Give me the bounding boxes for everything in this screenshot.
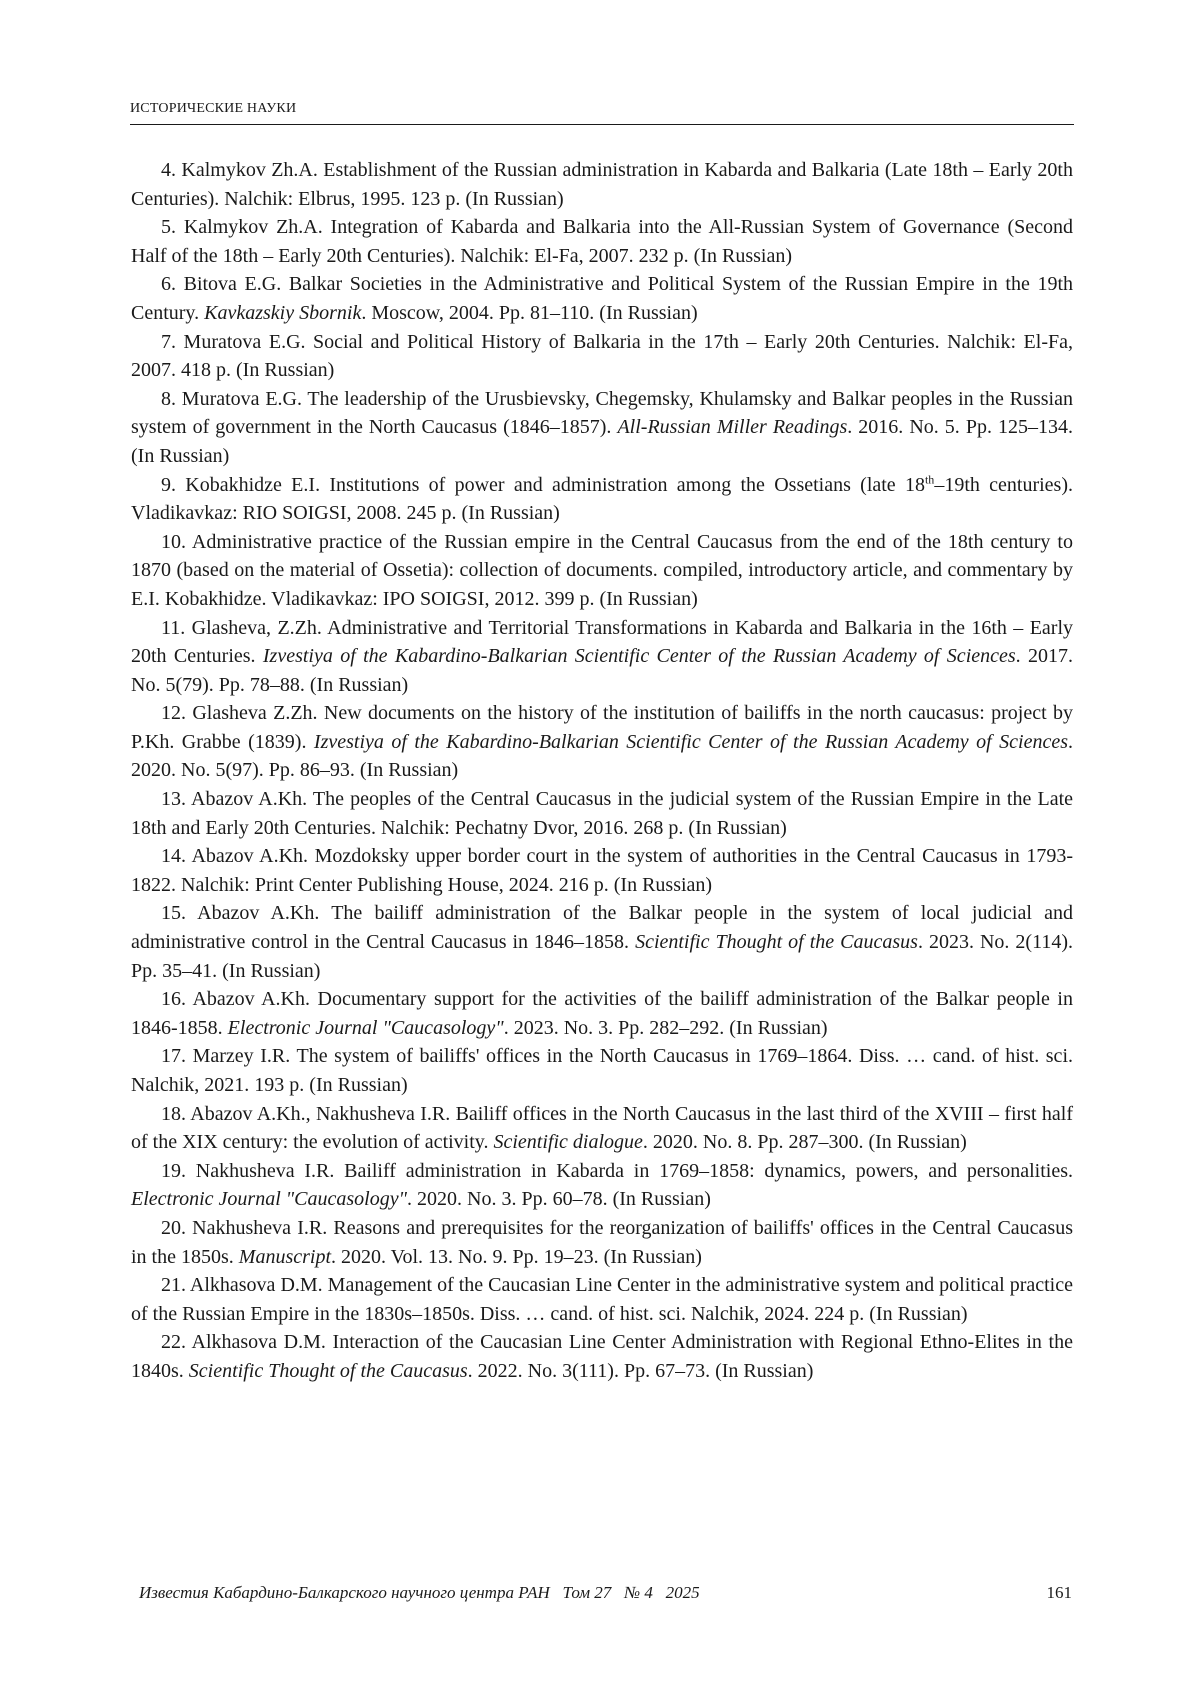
reference-text: . 2022. No. 3(111). Pp. 67–73. (In Russian): [468, 1360, 814, 1382]
reference-journal-title: Manuscript: [239, 1246, 331, 1268]
reference-text: 9. Kobakhidze E.I. Institutions of power and administration among the Ossetians (late 18: [161, 474, 925, 496]
reference-text: 18. Abazov A.Kh., Nakhusheva I.R. Bailiff offices in the North Caucasus in the last third of the XVIII – first half of the XIX century: the evolution of activity.: [131, 1103, 1073, 1154]
reference-item: [131, 699, 1073, 785]
page: [0, 0, 1200, 1697]
reference-journal-title: Scientific dialogue: [494, 1131, 643, 1153]
reference-item: [131, 1157, 1073, 1214]
reference-text: 6. Bitova E.G. Balkar Societies in the Administrative and Political System of the Russian Empire in the 19th Century.: [131, 273, 1073, 324]
reference-item: [131, 528, 1073, 614]
reference-item: [131, 213, 1073, 270]
reference-text: . Moscow, 2004. Pp. 81–110. (In Russian): [361, 302, 697, 324]
reference-text: 16. Abazov A.Kh. Documentary support for the activities of the bailiff administration of the Balkar people in 1846-1858.: [131, 988, 1073, 1039]
reference-item: [131, 785, 1073, 842]
reference-journal-title: Izvestiya of the Kabardino-Balkarian Scientific Center of the Russian Academy of Sciences: [314, 731, 1068, 753]
reference-item: [131, 1271, 1073, 1328]
reference-journal-title: All-Russian Miller Readings: [617, 416, 847, 438]
reference-text: 13. Abazov A.Kh. The peoples of the Central Caucasus in the judicial system of the Russian Empire in the Late 18th and Early 20th Centuries. Nalchik: Pechatny Dvor, 2016. 268 p. (In Russian): [131, 788, 1073, 839]
reference-text: . 2023. No. 2(114). Pp. 35–41. (In Russian): [131, 931, 1073, 982]
reference-item: [131, 985, 1073, 1042]
reference-text: 14. Abazov A.Kh. Mozdoksky upper border court in the system of authorities in the Central Caucasus in 1793-1822. Nalchik: Print Center Publishing House, 2024. 216 p. (In Russian): [131, 845, 1073, 896]
reference-text: . 2023. No. 3. Pp. 282–292. (In Russian): [504, 1017, 828, 1039]
reference-item: [131, 270, 1073, 327]
reference-item: [131, 614, 1073, 700]
reference-superscript: th: [925, 472, 934, 486]
reference-text: 22. Alkhasova D.M. Interaction of the Caucasian Line Center Administration with Regional Ethno-Elites in the 1840s.: [131, 1331, 1073, 1382]
reference-list: [131, 156, 1073, 1386]
reference-item: [131, 899, 1073, 985]
reference-journal-title: Kavkazskiy Sbornik: [204, 302, 361, 324]
reference-journal-title: Scientific Thought of the Caucasus: [635, 931, 918, 953]
reference-journal-title: Electronic Journal "Caucasology": [228, 1017, 504, 1039]
reference-text: 8. Muratova E.G. The leadership of the Urusbievsky, Chegemsky, Khulamsky and Balkar peoples in the Russian system of government in the North Caucasus (1846–1857).: [131, 388, 1073, 439]
reference-text: . 2020. No. 8. Pp. 287–300. (In Russian): [643, 1131, 967, 1153]
reference-item: [131, 1042, 1073, 1099]
reference-text: 21. Alkhasova D.M. Management of the Caucasian Line Center in the administrative system and political practice of the Russian Empire in the 1830s–1850s. Diss. … cand. of hist. sci. Nalchik, 2024. 224 p. (In Russian): [131, 1274, 1073, 1325]
reference-text: 5. Kalmykov Zh.A. Integration of Kabarda and Balkaria into the All-Russian System of Governance (Second Half of the 18th – Early 20th Centuries). Nalchik: El-Fa, 2007. 232 p. (In Russian): [131, 216, 1073, 267]
reference-item: [131, 842, 1073, 899]
reference-item: [131, 385, 1073, 471]
reference-text: . 2017. No. 5(79). Pp. 78–88. (In Russian): [131, 645, 1073, 696]
reference-text: . 2020. Vol. 13. No. 9. Pp. 19–23. (In Russian): [331, 1246, 702, 1268]
reference-item: [131, 471, 1073, 528]
reference-item: [131, 156, 1073, 213]
reference-text: 15. Abazov A.Kh. The bailiff administration of the Balkar people in the system of local judicial and administrative control in the Central Caucasus in 1846–1858.: [131, 902, 1073, 953]
running-head: ИСТОРИЧЕСКИЕ НАУКИ: [130, 101, 296, 117]
reference-item: [131, 1328, 1073, 1385]
reference-item: [131, 1214, 1073, 1271]
reference-text: 11. Glasheva, Z.Zh. Administrative and Territorial Transformations in Kabarda and Balkaria in the 16th – Early 20th Centuries.: [131, 617, 1073, 668]
reference-journal-title: Izvestiya of the Kabardino-Balkarian Scientific Center of the Russian Academy of Sciences: [263, 645, 1016, 667]
reference-text: 4. Kalmykov Zh.A. Establishment of the Russian administration in Kabarda and Balkaria (Late 18th – Early 20th Centuries). Nalchik: Elbrus, 1995. 123 p. (In Russian): [131, 159, 1073, 210]
reference-text: . 2016. No. 5. Pp. 125–134. (In Russian): [131, 416, 1073, 467]
page-number: 161: [1047, 1583, 1073, 1603]
reference-journal-title: Electronic Journal "Caucasology": [131, 1188, 407, 1210]
header-rule: [130, 124, 1074, 125]
reference-item: [131, 1100, 1073, 1157]
reference-item: [131, 328, 1073, 385]
reference-text: 10. Administrative practice of the Russian empire in the Central Caucasus from the end of the 18th century to 1870 (based on the material of Ossetia): collection of documents. compiled, introductory article, and commentary by E.I. Kobakhidze. Vladikavkaz: IPO SOIGSI, 2012. 399 p. (In Russian): [131, 531, 1073, 610]
reference-text: . 2020. No. 3. Pp. 60–78. (In Russian): [407, 1188, 711, 1210]
reference-text: 7. Muratova E.G. Social and Political History of Balkaria in the 17th – Early 20th Centuries. Nalchik: El-Fa, 2007. 418 p. (In Russian): [131, 331, 1073, 382]
reference-text: 19. Nakhusheva I.R. Bailiff administration in Kabarda in 1769–1858: dynamics, powers, and personalities.: [161, 1160, 1073, 1182]
reference-text: . 2020. No. 5(97). Pp. 86–93. (In Russian): [131, 731, 1073, 782]
reference-text: 12. Glasheva Z.Zh. New documents on the history of the institution of bailiffs in the north caucasus: project by P.Kh. Grabbe (1839).: [131, 702, 1073, 753]
footer-journal-line: Известия Кабардино-Балкарского научного центра РАН Том 27 № 4 2025: [139, 1583, 700, 1603]
reference-text: 20. Nakhusheva I.R. Reasons and prerequisites for the reorganization of bailiffs' offices in the Central Caucasus in the 1850s.: [131, 1217, 1073, 1268]
reference-text: 17. Marzey I.R. The system of bailiffs' offices in the North Caucasus in 1769–1864. Diss. … cand. of hist. sci. Nalchik, 2021. 193 p. (In Russian): [131, 1045, 1073, 1096]
reference-text: –19th centuries). Vladikavkaz: RIO SOIGSI, 2008. 245 p. (In Russian): [131, 474, 1073, 525]
reference-journal-title: Scientific Thought of the Caucasus: [189, 1360, 468, 1382]
